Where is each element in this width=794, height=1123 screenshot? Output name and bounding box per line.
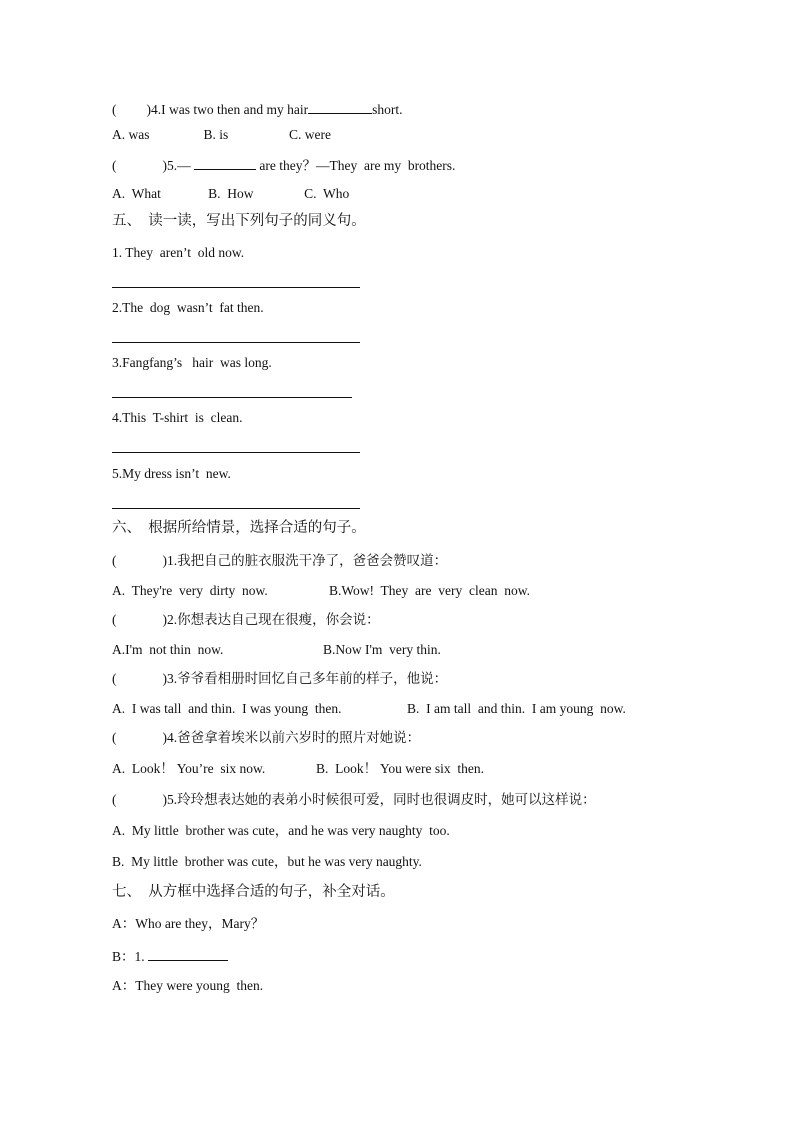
section-5-heading: 五、 读一读，写出下列句子的同义句。 bbox=[112, 213, 366, 229]
answer-paren: ( bbox=[112, 158, 117, 173]
answer-blank[interactable] bbox=[148, 946, 228, 961]
rewrite-item-3: 3.Fangfang’s hair was long. bbox=[112, 355, 272, 370]
dialogue-line-3: A：They were young then. bbox=[112, 978, 264, 993]
answer-paren: ( bbox=[112, 553, 117, 568]
answer-paren: ( bbox=[112, 730, 117, 745]
situation-3-option-b: B. I am tall and thin. I am young now. bbox=[407, 701, 626, 716]
dialogue-text: B：1. bbox=[112, 949, 149, 964]
dialogue-line-2 bbox=[112, 946, 228, 966]
question-text: )5.— bbox=[162, 158, 194, 173]
answer-line-1[interactable] bbox=[112, 287, 360, 288]
rewrite-item-5: 5.My dress isn’t new. bbox=[112, 466, 231, 481]
situation-3-option-a: A. I was tall and thin. I was young then. bbox=[112, 701, 342, 716]
question-text: short. bbox=[372, 102, 403, 117]
situation-5 bbox=[112, 791, 596, 809]
question-5 bbox=[112, 155, 455, 175]
answer-line-5[interactable] bbox=[112, 508, 360, 509]
situation-3 bbox=[112, 670, 447, 688]
situation-text: )1.我把自己的脏衣服洗干净了，爸爸会赞叹道： bbox=[162, 553, 448, 568]
situation-2 bbox=[112, 611, 380, 629]
situation-text: )4.爸爸拿着埃米以前六岁时的照片对她说： bbox=[162, 730, 421, 745]
situation-1-option-a: A. They're very dirty now. bbox=[112, 583, 268, 598]
situation-5-option-a: A. My little brother was cute，and he was very naughty too. bbox=[112, 823, 450, 838]
situation-text: )5.玲玲想表达她的表弟小时候很可爱，同时也很调皮时，她可以这样说： bbox=[162, 792, 596, 807]
answer-paren: ( bbox=[112, 612, 117, 627]
rewrite-item-1: 1. They aren’t old now. bbox=[112, 245, 245, 260]
section-7-heading: 七、 从方框中选择合适的句子，补全对话。 bbox=[112, 884, 395, 900]
question-text: are they？—They are my brothers. bbox=[256, 158, 456, 173]
question-5-options: A. What B. How C. Who bbox=[112, 186, 350, 201]
situation-text: )3.爷爷看相册时回忆自己多年前的样子，他说： bbox=[162, 671, 448, 686]
answer-line-3[interactable] bbox=[112, 397, 352, 398]
answer-line-2[interactable] bbox=[112, 342, 360, 343]
question-4-options: A. was B. is C. were bbox=[112, 127, 331, 142]
question-text: )4.I was two then and my hair bbox=[146, 102, 309, 117]
dialogue-line-1: A：Who are they，Mary？ bbox=[112, 916, 265, 931]
situation-4-option-b: B. Look！ You were six then. bbox=[316, 761, 484, 776]
situation-2-option-b: B.Now I'm very thin. bbox=[323, 642, 441, 657]
question-4 bbox=[112, 99, 402, 119]
situation-4-option-a: A. Look！ You’re six now. bbox=[112, 761, 266, 776]
answer-blank[interactable] bbox=[308, 99, 372, 114]
rewrite-item-2: 2.The dog wasn’t fat then. bbox=[112, 300, 264, 315]
answer-paren: ( bbox=[112, 102, 117, 117]
answer-paren: ( bbox=[112, 671, 117, 686]
answer-blank[interactable] bbox=[194, 155, 256, 170]
situation-text: )2.你想表达自己现在很瘦，你会说： bbox=[162, 612, 380, 627]
answer-line-4[interactable] bbox=[112, 452, 360, 453]
section-6-heading: 六、 根据所给情景，选择合适的句子。 bbox=[112, 520, 366, 536]
answer-paren: ( bbox=[112, 792, 117, 807]
situation-4 bbox=[112, 729, 420, 747]
situation-1-option-b: B.Wow! They are very clean now. bbox=[329, 583, 530, 598]
rewrite-item-4: 4.This T-shirt is clean. bbox=[112, 410, 243, 425]
situation-1 bbox=[112, 552, 447, 570]
situation-2-option-a: A.I'm not thin now. bbox=[112, 642, 224, 657]
situation-5-option-b: B. My little brother was cute，but he was very naughty. bbox=[112, 854, 422, 869]
